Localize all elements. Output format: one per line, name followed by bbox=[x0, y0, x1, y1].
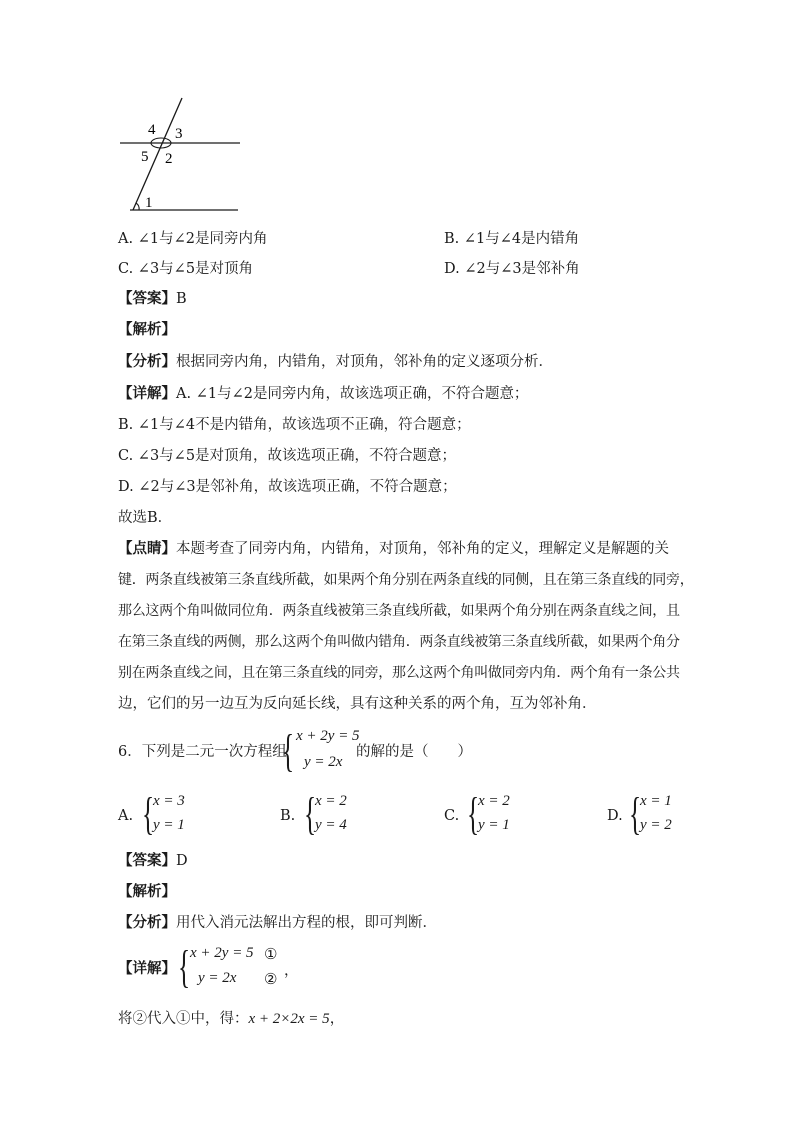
q5-conclusion: 故选B． bbox=[118, 510, 173, 526]
q6-option-a-brace: { bbox=[142, 788, 155, 839]
q5-xiangjie-1 bbox=[118, 384, 528, 404]
answer-value: D bbox=[176, 853, 188, 869]
q6-option-a-l1: x = 3 bbox=[153, 793, 185, 809]
fenxi-tag: 【分析】 bbox=[118, 914, 176, 931]
q6-option-b-l2: y = 4 bbox=[315, 817, 347, 833]
q5-option-d: D. ∠2与∠3是邻补角 bbox=[444, 261, 580, 277]
q6-option-c-brace: { bbox=[467, 788, 480, 839]
q5-dianjing-5: 别在两条直线之间，且在第三条直线的同旁，那么这两个角叫做同旁内角．两个角有一条公共 bbox=[118, 665, 680, 681]
angle-1-arc bbox=[136, 203, 139, 210]
q5-xiangjie-4: D. ∠2与∠3是邻补角，故该选项正确，不符合题意； bbox=[118, 479, 457, 495]
q6-option-c-l1: x = 2 bbox=[478, 793, 510, 809]
q6-answer bbox=[118, 851, 188, 871]
q5-option-a: A. ∠1与∠2是同旁内角 bbox=[118, 231, 268, 247]
q6-xiangjie-eq1: x + 2y = 5 bbox=[190, 945, 254, 961]
fenxi-text: 根据同旁内角，内错角，对顶角，邻补角的定义逐项分析． bbox=[176, 354, 553, 370]
q6-stem-eq1: x + 2y = 5 bbox=[296, 728, 360, 744]
q6-stem-suffix: 的解的是（ ） bbox=[356, 744, 472, 760]
answer-tag: 【答案】 bbox=[118, 290, 176, 307]
q5-dianjing-1 bbox=[118, 539, 669, 559]
q5-answer bbox=[118, 289, 187, 309]
answer-value: B bbox=[176, 291, 187, 307]
q6-option-b-label: B. bbox=[280, 808, 296, 824]
q6-fenxi bbox=[118, 913, 437, 933]
q6-option-c-l2: y = 1 bbox=[478, 817, 510, 833]
answer-tag: 【答案】 bbox=[118, 852, 176, 869]
q6-option-b-brace: { bbox=[304, 788, 317, 839]
dianjing-tag: 【点睛】 bbox=[118, 540, 176, 557]
q6-stem-eq2: y = 2x bbox=[304, 754, 343, 770]
q5-option-b: B. ∠1与∠4是内错角 bbox=[444, 231, 580, 247]
q6-option-c-label: C. bbox=[444, 808, 460, 824]
q5-dianjing-3: 那么这两个角叫做同位角．两条直线被第三条直线所截，如果两个角分别在两条直线之间，且 bbox=[118, 603, 680, 619]
q6-analysis-tag: 【解析】 bbox=[118, 883, 176, 900]
q6-stem-brace: { bbox=[282, 725, 295, 776]
angle-label-2: 2 bbox=[165, 151, 173, 167]
angle-figure bbox=[110, 92, 250, 216]
q6-xiangjie-mark1: ① bbox=[264, 947, 278, 963]
q6-option-a-label: A. bbox=[118, 808, 134, 824]
q6-xiangjie-tag: 【详解】 bbox=[118, 960, 176, 977]
xiangjie-line: A. ∠1与∠2是同旁内角，故该选项正确，不符合题意； bbox=[176, 386, 529, 402]
q5-dianjing-2: 键．两条直线被第三条直线所截，如果两个角分别在两条直线的同侧，且在第三条直线的同旁， bbox=[118, 572, 694, 588]
fenxi-text: 用代入消元法解出方程的根，即可判断． bbox=[176, 915, 437, 931]
q5-analysis-tag: 【解析】 bbox=[118, 321, 176, 338]
q6-stem-prefix: 6．下列是二元一次方程组 bbox=[118, 744, 287, 760]
q5-xiangjie-3: C. ∠3与∠5是对顶角，故该选项正确，不符合题意； bbox=[118, 448, 457, 464]
q6-xiangjie-mark2: ② bbox=[264, 972, 278, 988]
angle-label-4: 4 bbox=[148, 122, 156, 138]
q6-option-d-l1: x = 1 bbox=[640, 793, 672, 809]
q5-option-c: C. ∠3与∠5是对顶角 bbox=[118, 261, 254, 277]
fenxi-tag: 【分析】 bbox=[118, 353, 176, 370]
q5-xiangjie-2: B. ∠1与∠4不是内错角，故该选项不正确，符合题意； bbox=[118, 417, 471, 433]
q6-substitution bbox=[118, 1009, 344, 1029]
dianjing-line: 本题考查了同旁内角，内错角，对顶角，邻补角的定义，理解定义是解题的关 bbox=[176, 541, 669, 557]
q6-option-d-brace: { bbox=[629, 788, 642, 839]
substitution-equation: x + 2×2x = 5 bbox=[248, 1011, 330, 1027]
angle-label-1: 1 bbox=[145, 195, 153, 211]
q5-dianjing-4: 在第三条直线的两侧，那么这两个角叫做内错角．两条直线被第三条直线所截，如果两个角分 bbox=[118, 634, 680, 650]
q6-xiangjie-brace: { bbox=[178, 941, 191, 992]
xiangjie-tag: 【详解】 bbox=[118, 385, 176, 402]
q6-xiangjie-comma: ， bbox=[284, 963, 299, 979]
angle-label-5: 5 bbox=[141, 149, 149, 165]
q6-xiangjie-eq2: y = 2x bbox=[198, 970, 237, 986]
angle-label-3: 3 bbox=[175, 126, 183, 142]
q6-option-d-label: D. bbox=[607, 808, 623, 824]
q6-option-b-l1: x = 2 bbox=[315, 793, 347, 809]
q6-option-a-l2: y = 1 bbox=[153, 817, 185, 833]
q5-dianjing-6: 边，它们的另一边互为反向延长线，具有这种关系的两个角，互为邻补角． bbox=[118, 696, 597, 712]
q5-fenxi bbox=[118, 352, 553, 372]
q6-option-d-l2: y = 2 bbox=[640, 817, 672, 833]
substitution-suffix: ， bbox=[329, 1011, 345, 1027]
substitution-prefix: 将②代入①中，得： bbox=[118, 1011, 249, 1027]
